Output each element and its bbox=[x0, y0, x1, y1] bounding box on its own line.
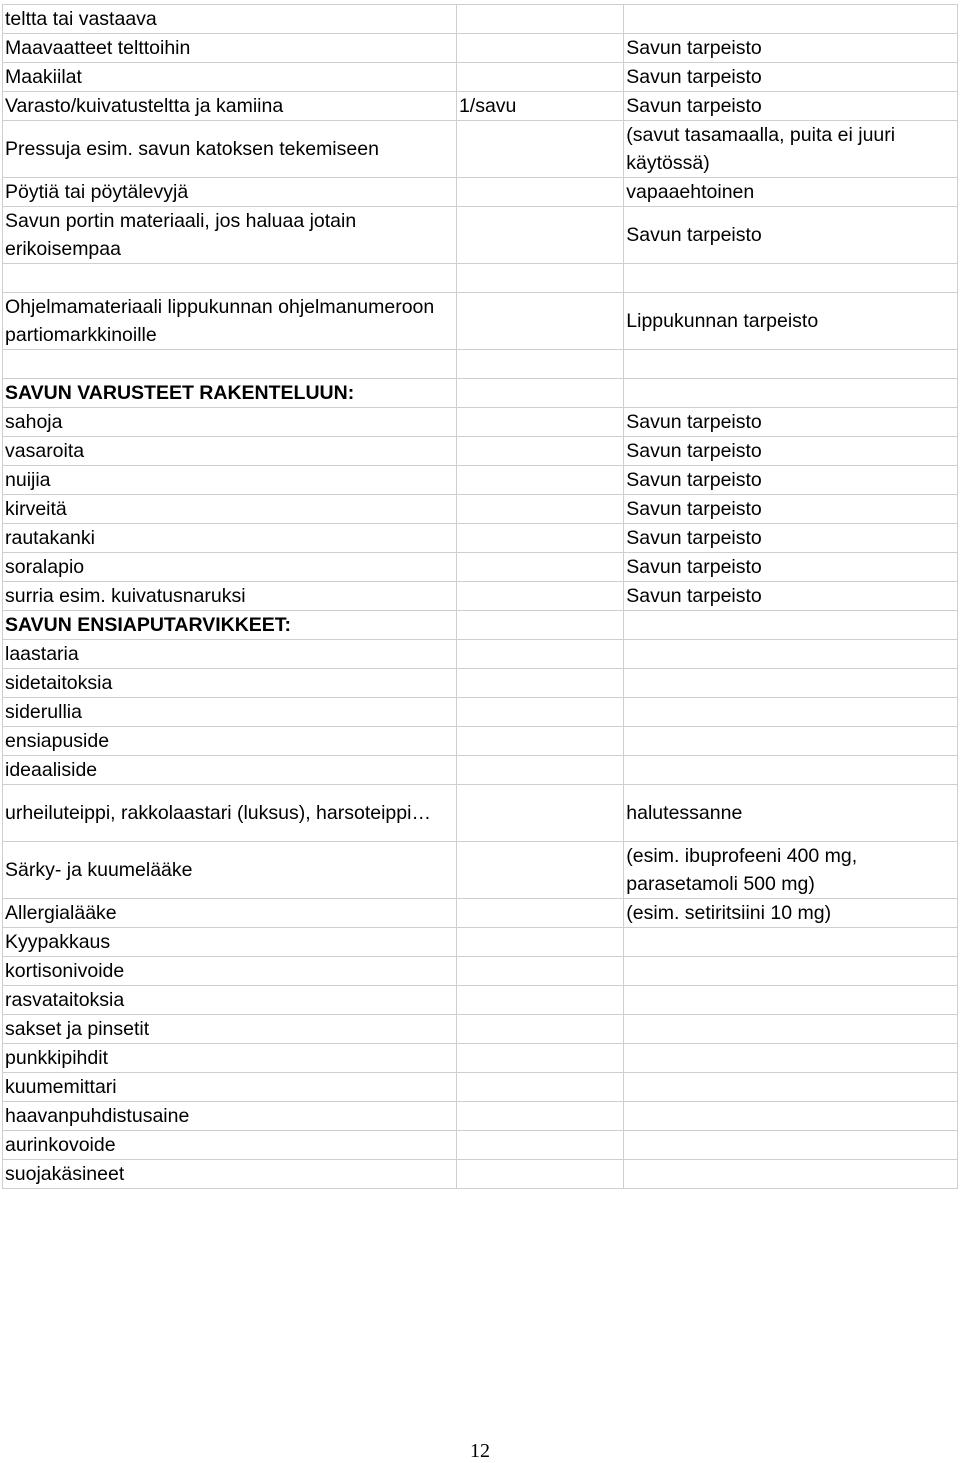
quantity-cell bbox=[456, 264, 623, 293]
table-row bbox=[3, 1102, 958, 1131]
table-row bbox=[3, 727, 958, 756]
item-cell: Savun portin materiaali, jos haluaa jotain erikoisempaa bbox=[3, 207, 457, 264]
source-cell: (savut tasamaalla, puita ei juuri käytössä) bbox=[624, 121, 958, 178]
item-cell bbox=[3, 350, 457, 379]
quantity-cell bbox=[456, 1102, 623, 1131]
quantity-cell bbox=[456, 842, 623, 899]
source-cell: Savun tarpeisto bbox=[624, 408, 958, 437]
quantity-cell bbox=[456, 5, 623, 34]
quantity-cell bbox=[456, 1131, 623, 1160]
table-row bbox=[3, 437, 958, 466]
source-cell bbox=[624, 264, 958, 293]
table-row bbox=[3, 1131, 958, 1160]
item-cell: surria esim. kuivatusnaruksi bbox=[3, 582, 457, 611]
item-cell bbox=[3, 264, 457, 293]
table-row bbox=[3, 466, 958, 495]
item-cell: Maavaatteet telttoihin bbox=[3, 34, 457, 63]
quantity-cell bbox=[456, 437, 623, 466]
table-row bbox=[3, 756, 958, 785]
item-cell: siderullia bbox=[3, 698, 457, 727]
source-cell bbox=[624, 986, 958, 1015]
item-cell: suojakäsineet bbox=[3, 1160, 457, 1189]
table-row bbox=[3, 5, 958, 34]
item-cell: Ohjelmamateriaali lippukunnan ohjelmanumeroon partiomarkkinoille bbox=[3, 293, 457, 350]
item-cell: Pressuja esim. savun katoksen tekemiseen bbox=[3, 121, 457, 178]
item-cell: kortisonivoide bbox=[3, 957, 457, 986]
section-heading: SAVUN ENSIAPUTARVIKKEET: bbox=[3, 611, 457, 640]
page-number: 12 bbox=[470, 1440, 490, 1462]
table-row bbox=[3, 669, 958, 698]
source-cell bbox=[624, 756, 958, 785]
table-row bbox=[3, 524, 958, 553]
source-cell: Savun tarpeisto bbox=[624, 524, 958, 553]
quantity-cell bbox=[456, 1015, 623, 1044]
quantity-cell bbox=[456, 640, 623, 669]
quantity-cell bbox=[456, 669, 623, 698]
section-heading: SAVUN VARUSTEET RAKENTELUUN: bbox=[3, 379, 457, 408]
quantity-cell bbox=[456, 293, 623, 350]
table-row bbox=[3, 986, 958, 1015]
source-cell bbox=[624, 928, 958, 957]
item-cell: kirveitä bbox=[3, 495, 457, 524]
table-row bbox=[3, 928, 958, 957]
quantity-cell bbox=[456, 928, 623, 957]
table-row bbox=[3, 1015, 958, 1044]
quantity-cell bbox=[456, 957, 623, 986]
item-cell: Allergialääke bbox=[3, 899, 457, 928]
quantity-cell bbox=[456, 524, 623, 553]
quantity-cell bbox=[456, 698, 623, 727]
item-cell: haavanpuhdistusaine bbox=[3, 1102, 457, 1131]
item-cell: laastaria bbox=[3, 640, 457, 669]
source-cell bbox=[624, 1131, 958, 1160]
item-cell: sidetaitoksia bbox=[3, 669, 457, 698]
source-cell bbox=[624, 640, 958, 669]
table-row bbox=[3, 178, 958, 207]
quantity-cell bbox=[456, 350, 623, 379]
quantity-cell bbox=[456, 34, 623, 63]
table-row bbox=[3, 92, 958, 121]
item-cell: urheiluteippi, rakkolaastari (luksus), harsoteippi… bbox=[3, 785, 457, 842]
item-cell: ensiapuside bbox=[3, 727, 457, 756]
quantity-cell bbox=[456, 121, 623, 178]
table-row bbox=[3, 842, 958, 899]
quantity-cell bbox=[456, 785, 623, 842]
item-cell: soralapio bbox=[3, 553, 457, 582]
source-cell: Savun tarpeisto bbox=[624, 34, 958, 63]
table-row bbox=[3, 640, 958, 669]
table-row bbox=[3, 785, 958, 842]
item-cell: vasaroita bbox=[3, 437, 457, 466]
item-cell: sahoja bbox=[3, 408, 457, 437]
source-cell bbox=[624, 379, 958, 408]
source-cell bbox=[624, 1044, 958, 1073]
quantity-cell bbox=[456, 1073, 623, 1102]
source-cell: Savun tarpeisto bbox=[624, 495, 958, 524]
source-cell bbox=[624, 611, 958, 640]
table-row bbox=[3, 553, 958, 582]
quantity-cell bbox=[456, 1160, 623, 1189]
source-cell: Lippukunnan tarpeisto bbox=[624, 293, 958, 350]
section-header-row bbox=[3, 379, 958, 408]
item-cell: ideaaliside bbox=[3, 756, 457, 785]
quantity-cell bbox=[456, 553, 623, 582]
table-row bbox=[3, 899, 958, 928]
quantity-cell bbox=[456, 495, 623, 524]
item-cell: rasvataitoksia bbox=[3, 986, 457, 1015]
quantity-cell bbox=[456, 1044, 623, 1073]
quantity-cell bbox=[456, 379, 623, 408]
table-row bbox=[3, 264, 958, 293]
source-cell bbox=[624, 957, 958, 986]
item-cell: rautakanki bbox=[3, 524, 457, 553]
quantity-cell bbox=[456, 611, 623, 640]
source-cell bbox=[624, 350, 958, 379]
quantity-cell bbox=[456, 207, 623, 264]
item-cell: nuijia bbox=[3, 466, 457, 495]
table-row bbox=[3, 1073, 958, 1102]
table-row bbox=[3, 63, 958, 92]
source-cell: vapaaehtoinen bbox=[624, 178, 958, 207]
item-cell: Pöytiä tai pöytälevyjä bbox=[3, 178, 457, 207]
table-row bbox=[3, 34, 958, 63]
item-cell: sakset ja pinsetit bbox=[3, 1015, 457, 1044]
source-cell bbox=[624, 727, 958, 756]
table-row bbox=[3, 495, 958, 524]
source-cell bbox=[624, 1102, 958, 1131]
source-cell bbox=[624, 698, 958, 727]
quantity-cell bbox=[456, 986, 623, 1015]
table-row bbox=[3, 1044, 958, 1073]
table-row bbox=[3, 293, 958, 350]
quantity-cell bbox=[456, 178, 623, 207]
source-cell bbox=[624, 5, 958, 34]
quantity-cell bbox=[456, 466, 623, 495]
table-row bbox=[3, 207, 958, 264]
quantity-cell bbox=[456, 727, 623, 756]
table-row bbox=[3, 698, 958, 727]
source-cell: Savun tarpeisto bbox=[624, 466, 958, 495]
quantity-cell bbox=[456, 899, 623, 928]
table-row bbox=[3, 408, 958, 437]
source-cell: Savun tarpeisto bbox=[624, 437, 958, 466]
item-cell: punkkipihdit bbox=[3, 1044, 457, 1073]
quantity-cell bbox=[456, 408, 623, 437]
source-cell: (esim. setiritsiini 10 mg) bbox=[624, 899, 958, 928]
source-cell: Savun tarpeisto bbox=[624, 553, 958, 582]
source-cell: Savun tarpeisto bbox=[624, 92, 958, 121]
quantity-cell bbox=[456, 63, 623, 92]
item-cell: teltta tai vastaava bbox=[3, 5, 457, 34]
source-cell: Savun tarpeisto bbox=[624, 63, 958, 92]
source-cell: (esim. ibuprofeeni 400 mg, parasetamoli 500 mg) bbox=[624, 842, 958, 899]
item-cell: Varasto/kuivatusteltta ja kamiina bbox=[3, 92, 457, 121]
section-header-row bbox=[3, 611, 958, 640]
table-row bbox=[3, 350, 958, 379]
table-row bbox=[3, 1160, 958, 1189]
table-row bbox=[3, 957, 958, 986]
source-cell bbox=[624, 1015, 958, 1044]
item-cell: Maakiilat bbox=[3, 63, 457, 92]
source-cell bbox=[624, 1073, 958, 1102]
source-cell: halutessanne bbox=[624, 785, 958, 842]
item-cell: Särky- ja kuumelääke bbox=[3, 842, 457, 899]
source-cell: Savun tarpeisto bbox=[624, 582, 958, 611]
quantity-cell: 1/savu bbox=[456, 92, 623, 121]
item-cell: Kyypakkaus bbox=[3, 928, 457, 957]
table-row bbox=[3, 582, 958, 611]
item-cell: kuumemittari bbox=[3, 1073, 457, 1102]
quantity-cell bbox=[456, 582, 623, 611]
quantity-cell bbox=[456, 756, 623, 785]
source-cell: Savun tarpeisto bbox=[624, 207, 958, 264]
equipment-table bbox=[2, 4, 958, 1189]
source-cell bbox=[624, 669, 958, 698]
table-row bbox=[3, 121, 958, 178]
item-cell: aurinkovoide bbox=[3, 1131, 457, 1160]
source-cell bbox=[624, 1160, 958, 1189]
